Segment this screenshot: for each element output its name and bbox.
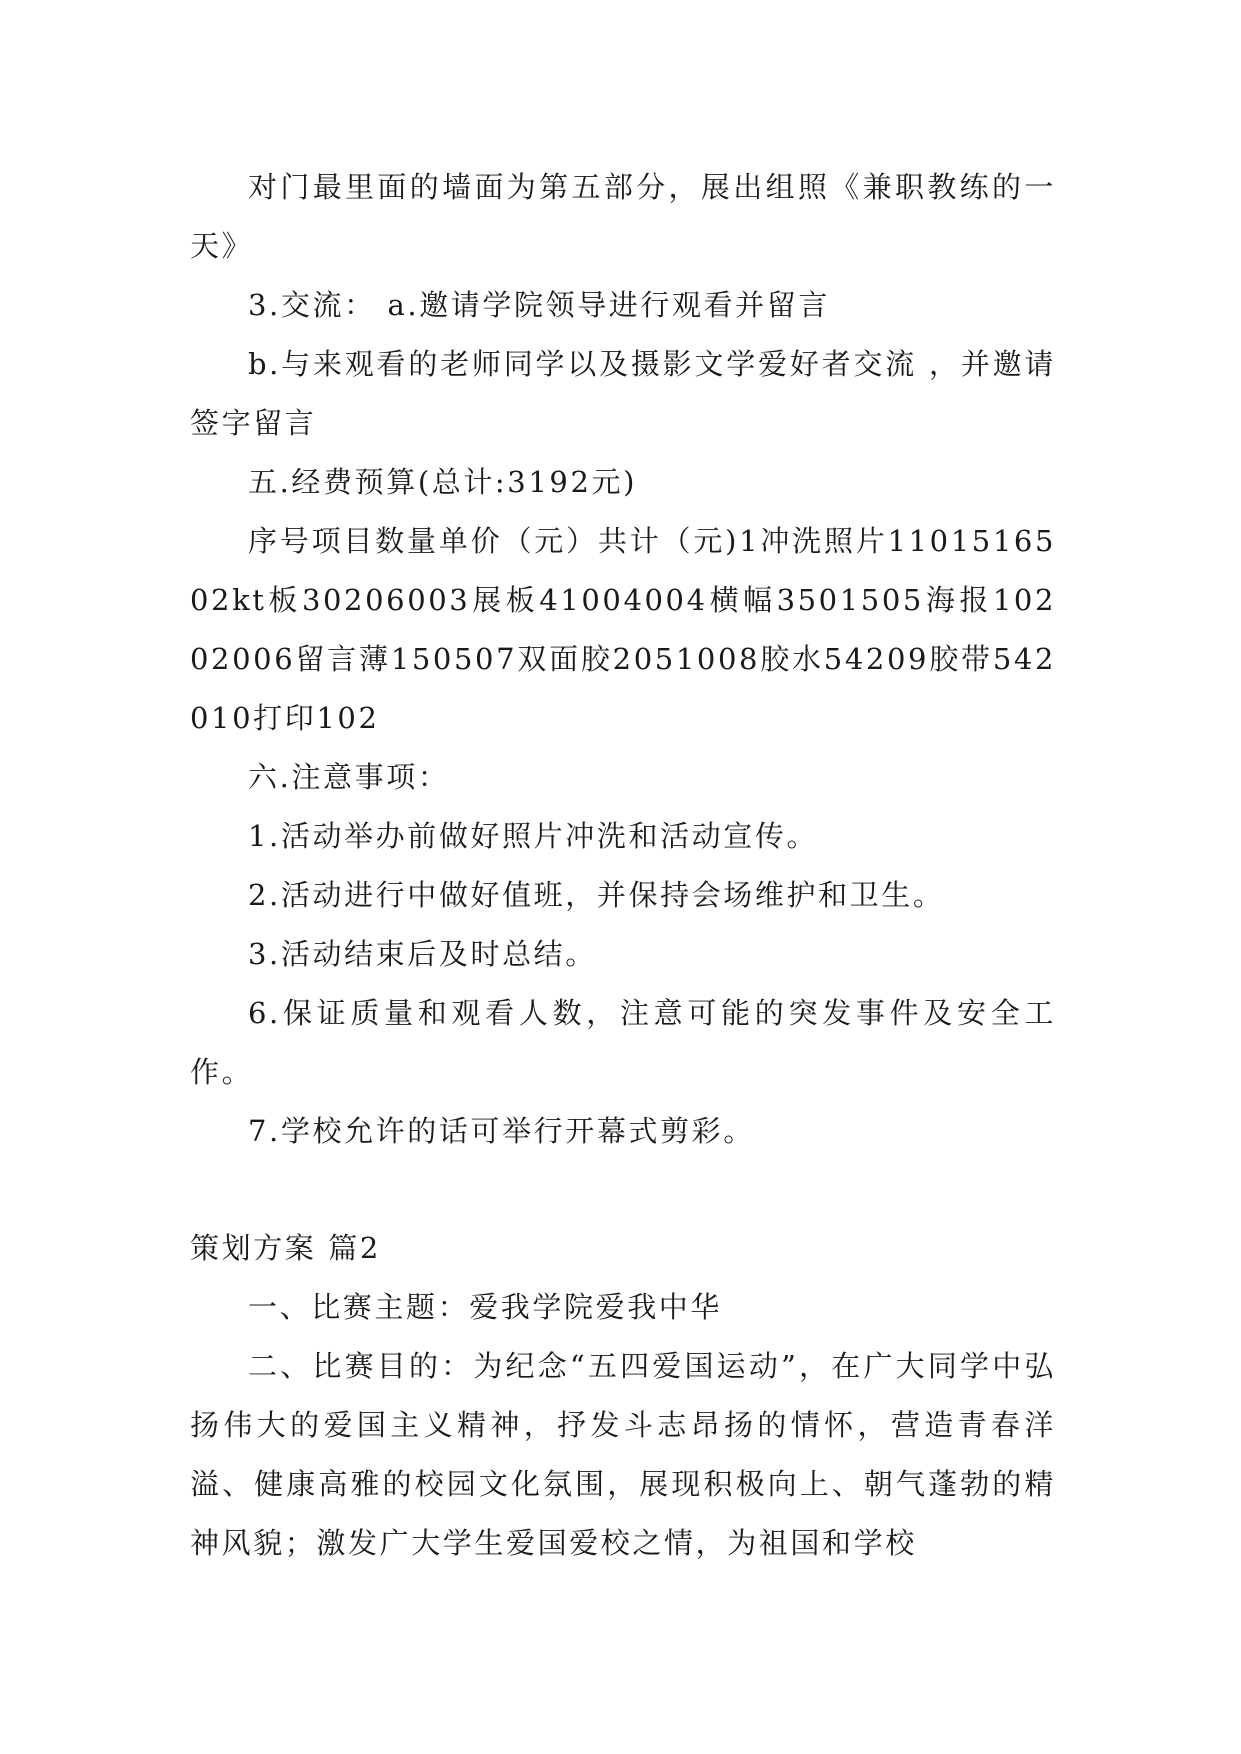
paragraph-budget-table: 序号项目数量单价（元）共计（元)1冲洗照片1101516502kt板30206003展板41004004横幅3501505海报10202006留言薄150507双面胶2051008胶水54209胶带542010打印102 — [190, 524, 1056, 735]
section-heading: 策划方案 篇2 — [190, 1231, 381, 1265]
heading-budget: 五.经费预算(总计:3192元) — [248, 465, 638, 499]
note-item-7: 7.学校允许的话可举行开幕式剪彩。 — [248, 1114, 755, 1148]
document-page — [190, 158, 1056, 1573]
paragraph-exchange-a: 3.交流： a.邀请学院领导进行观看并留言 — [248, 288, 830, 322]
paragraph-exchange-b: b.与来观看的老师同学以及摄影文学爱好者交流 ，并邀请签字留言 — [190, 347, 1056, 440]
section-spacer — [190, 1161, 1056, 1219]
note-item-6: 6.保证质量和观看人数，注意可能的突发事件及安全工作。 — [190, 996, 1056, 1089]
paragraph-exhibit-part5: 对门最里面的墙面为第五部分，展出组照《兼职教练的一天》 — [190, 170, 1056, 263]
heading-notes: 六.注意事项： — [248, 760, 450, 794]
paragraph-purpose: 二、比赛目的：为纪念“五四爱国运动”，在广大同学中弘扬伟大的爱国主义精神，抒发斗志昂扬的情怀，营造青春洋溢、健康高雅的校园文化氛围，展现积极向上、朝气蓬勃的精神风貌；激发广大学生爱国爱校之情，为祖国和学校 — [190, 1349, 1056, 1560]
note-item-1: 1.活动举办前做好照片冲洗和活动宣传。 — [248, 819, 819, 853]
paragraph-theme: 一、比赛主题：爱我学院爱我中华 — [248, 1290, 723, 1324]
note-item-3: 3.活动结束后及时总结。 — [248, 937, 597, 971]
note-item-2: 2.活动进行中做好值班，并保持会场维护和卫生。 — [248, 878, 945, 912]
